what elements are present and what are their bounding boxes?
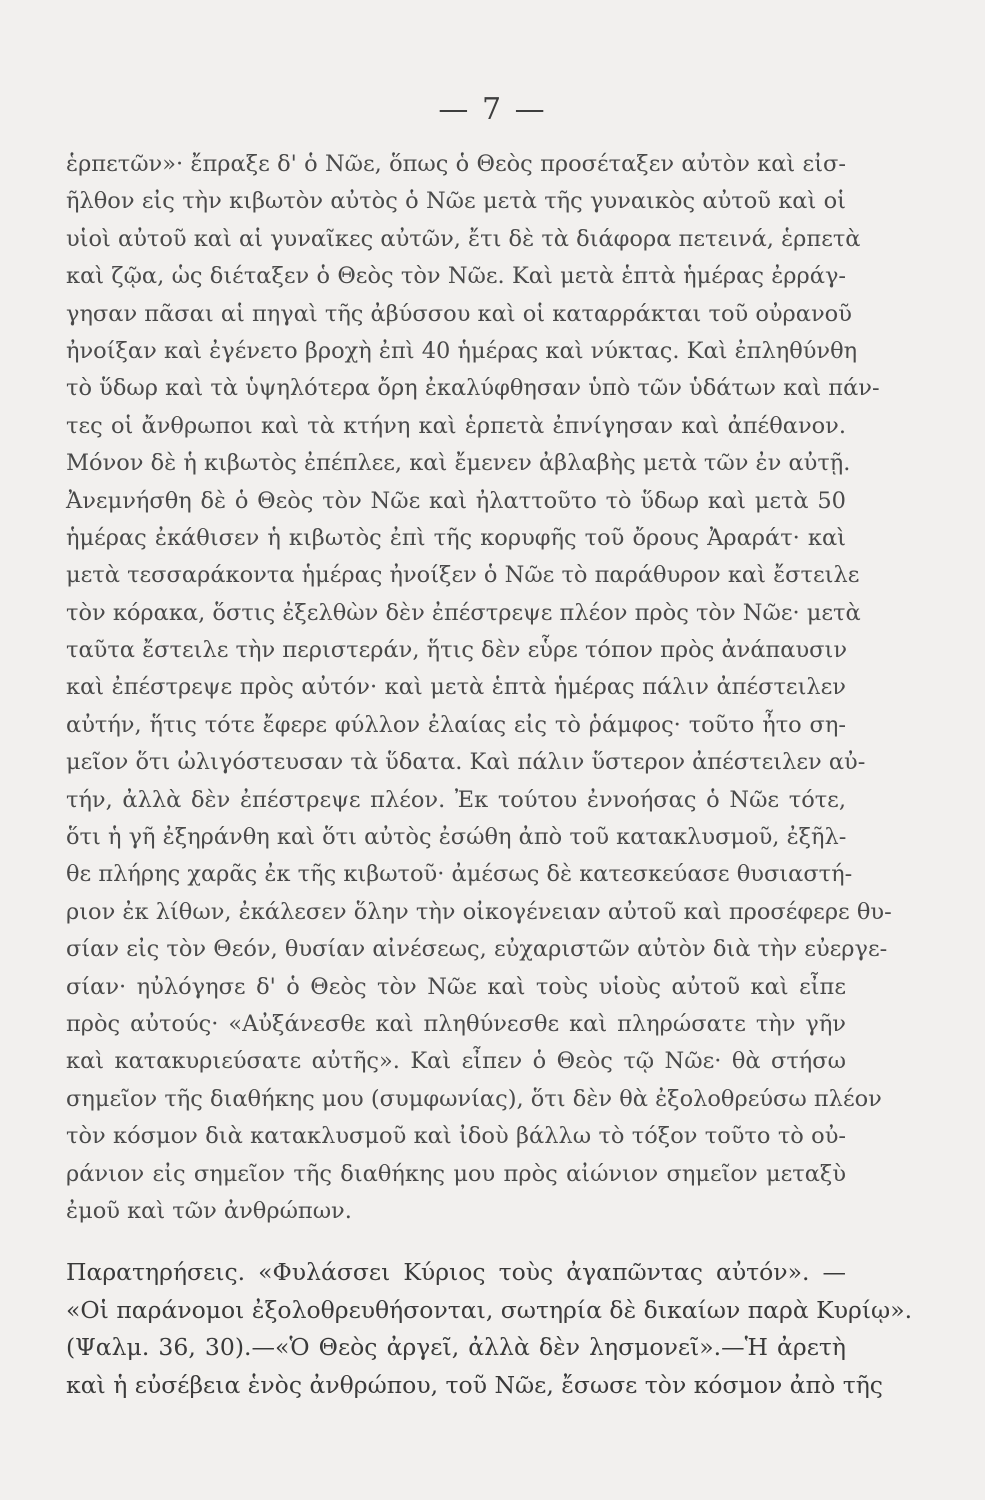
text-line: ἠνοίξαν καὶ ἐγένετο βροχὴ ἐπὶ 40 ἡμέρας καὶ νύκτας. Καὶ ἐπληθύνθη: [66, 337, 858, 364]
text-line: ἡμέρας ἐκάθισεν ἡ κιβωτὸς ἐπὶ τῆς κορυφῆς τοῦ ὄρους Ἀραράτ· καὶ: [66, 524, 846, 551]
paragraph-gap: [66, 1230, 846, 1254]
text-line: ὅτι ἡ γῆ ἐξηράνθη καὶ ὅτι αὐτὸς ἐσώθη ἀπὸ τοῦ κατακλυσμοῦ, ἐξῆλ-: [66, 824, 847, 851]
text-line: ῆλθον εἰς τὴν κιβωτὸν αὐτὸς ὁ Νῶε μετὰ τῆς γυναικὸς αὐτοῦ καὶ οἱ: [66, 188, 846, 215]
text-line: μεῖον ὅτι ὠλιγόστευσαν τὰ ὕδατα. Καὶ πάλιν ὕστερον ἀπέστειλεν αὐ-: [66, 749, 866, 776]
text-line: θε πλήρης χαρᾶς ἐκ τῆς κιβωτοῦ· ἀμέσως δὲ κατεσκεύασε θυσιαστή-: [66, 861, 853, 888]
text-line: Ἀνεμνήσθη δὲ ὁ Θεὸς τὸν Νῶε καὶ ἠλαττοῦτο τὸ ὕδωρ καὶ μετὰ 50: [66, 487, 846, 514]
text-line: τήν, ἀλλὰ δὲν ἐπέστρεψε πλέον. Ἐκ τούτου ἐννοήσας ὁ Νῶε τότε,: [66, 786, 846, 813]
text-line: σίαν· ηὐλόγησε δ' ὁ Θεὸς τὸν Νῶε καὶ τοὺς υἱοὺς αὐτοῦ καὶ εἶπε: [66, 973, 846, 1000]
text-line: τὸ ὕδωρ καὶ τὰ ὑψηλότερα ὄρη ἐκαλύφθησαν ὑπὸ τῶν ὑδάτων καὶ πάν-: [66, 375, 880, 402]
text-line: τες οἱ ἄνθρωποι καὶ τὰ κτήνη καὶ ἑρπετὰ ἐπνίγησαν καὶ ἀπέθανον.: [66, 412, 846, 439]
text-line: ριον ἐκ λίθων, ἐκάλεσεν ὅλην τὴν οἰκογένειαν αὐτοῦ καὶ προσέφερε θυ-: [66, 898, 892, 925]
text-line: πρὸς αὐτούς· «Αὐξάνεσθε καὶ πληθύνεσθε καὶ πληρώσατε τὴν γῆν: [66, 1010, 846, 1037]
text-line: καὶ κατακυριεύσατε αὐτῆς». Καὶ εἶπεν ὁ Θεὸς τῷ Νῶε· θὰ στήσω: [66, 1048, 846, 1075]
text-line: αὐτήν, ἥτις τότε ἔφερε φύλλον ἐλαίας εἰς τὸ ῥάμφος· τοῦτο ἦτο ση-: [66, 711, 846, 738]
text-line: μετὰ τεσσαράκοντα ἡμέρας ἠνοίξεν ὁ Νῶε τὸ παράθυρον καὶ ἔστειλε: [66, 562, 860, 589]
text-line: ἐμοῦ καὶ τῶν ἀνθρώπων.: [66, 1197, 352, 1224]
text-line: ταῦτα ἔστειλε τὴν περιστεράν, ἥτις δὲν εὗρε τόπον πρὸς ἀνάπαυσιν: [66, 637, 848, 664]
notes-line: (Ψαλμ. 36, 30).—«Ὁ Θεὸς ἀργεῖ, ἀλλὰ δὲν λησμονεῖ».—Ἡ ἀρετὴ: [66, 1333, 846, 1362]
page-number: — 7 —: [438, 92, 547, 127]
notes-line: καὶ ἡ εὐσέβεια ἑνὸς ἀνθρώπου, τοῦ Νῶε, ἔσωσε τὸν κόσμον ἀπὸ τῆς: [66, 1370, 883, 1399]
text-line: υἱοὶ αὐτοῦ καὶ αἱ γυναῖκες αὐτῶν, ἔτι δὲ τὰ διάφορα πετεινά, ἑρπετὰ: [66, 225, 861, 252]
text-line: καὶ ἐπέστρεψε πρὸς αὐτόν· καὶ μετὰ ἑπτὰ ἡμέρας πάλιν ἀπέστειλεν: [66, 674, 846, 701]
notes-line: Παρατηρήσεις. «Φυλάσσει Κύριος τοὺς ἀγαπῶντας αὐτόν». —: [66, 1258, 846, 1287]
text-line: Μόνον δὲ ἡ κιβωτὸς ἐπέπλεε, καὶ ἔμενεν ἀβλαβὴς μετὰ τῶν ἐν αὐτῇ.: [66, 450, 851, 477]
notes-line: «Οἱ παράνομοι ἐξολοθρευθήσονται, σωτηρία δὲ δικαίων παρὰ Κυρίῳ».: [66, 1295, 913, 1324]
text-line: ἑρπετῶν»· ἔπραξε δ' ὁ Νῶε, ὅπως ὁ Θεὸς προσέταξεν αὐτὸν καὶ εἰσ-: [66, 151, 846, 177]
body-text: [66, 146, 913, 1404]
text-line: σημεῖον τῆς διαθήκης μου (συμφωνίας), ὅτι δὲν θὰ ἐξολοθρεύσω πλέον: [66, 1085, 882, 1112]
text-line: καὶ ζῷα, ὡς διέταξεν ὁ Θεὸς τὸν Νῶε. Καὶ μετὰ ἑπτὰ ἡμέρας ἐρράγ-: [66, 263, 846, 290]
text-line: τὸν κόρακα, ὅστις ἐξελθὼν δὲν ἐπέστρεψε πλέον πρὸς τὸν Νῶε· μετὰ: [66, 599, 861, 626]
text-line: γησαν πᾶσαι αἱ πηγαὶ τῆς ἀβύσσου καὶ οἱ καταρράκται τοῦ οὐρανοῦ: [66, 300, 852, 327]
text-line: ράνιον εἰς σημεῖον τῆς διαθήκης μου πρὸς αἰώνιον σημεῖον μεταξὺ: [66, 1160, 846, 1187]
text-line: τὸν κόσμον διὰ κατακλυσμοῦ καὶ ἰδοὺ βάλλω τὸ τόξον τοῦτο τὸ οὐ-: [66, 1123, 846, 1150]
text-line: σίαν εἰς τὸν Θεόν, θυσίαν αἰνέσεως, εὐχαριστῶν αὐτὸν διὰ τὴν εὐεργε-: [66, 936, 888, 963]
